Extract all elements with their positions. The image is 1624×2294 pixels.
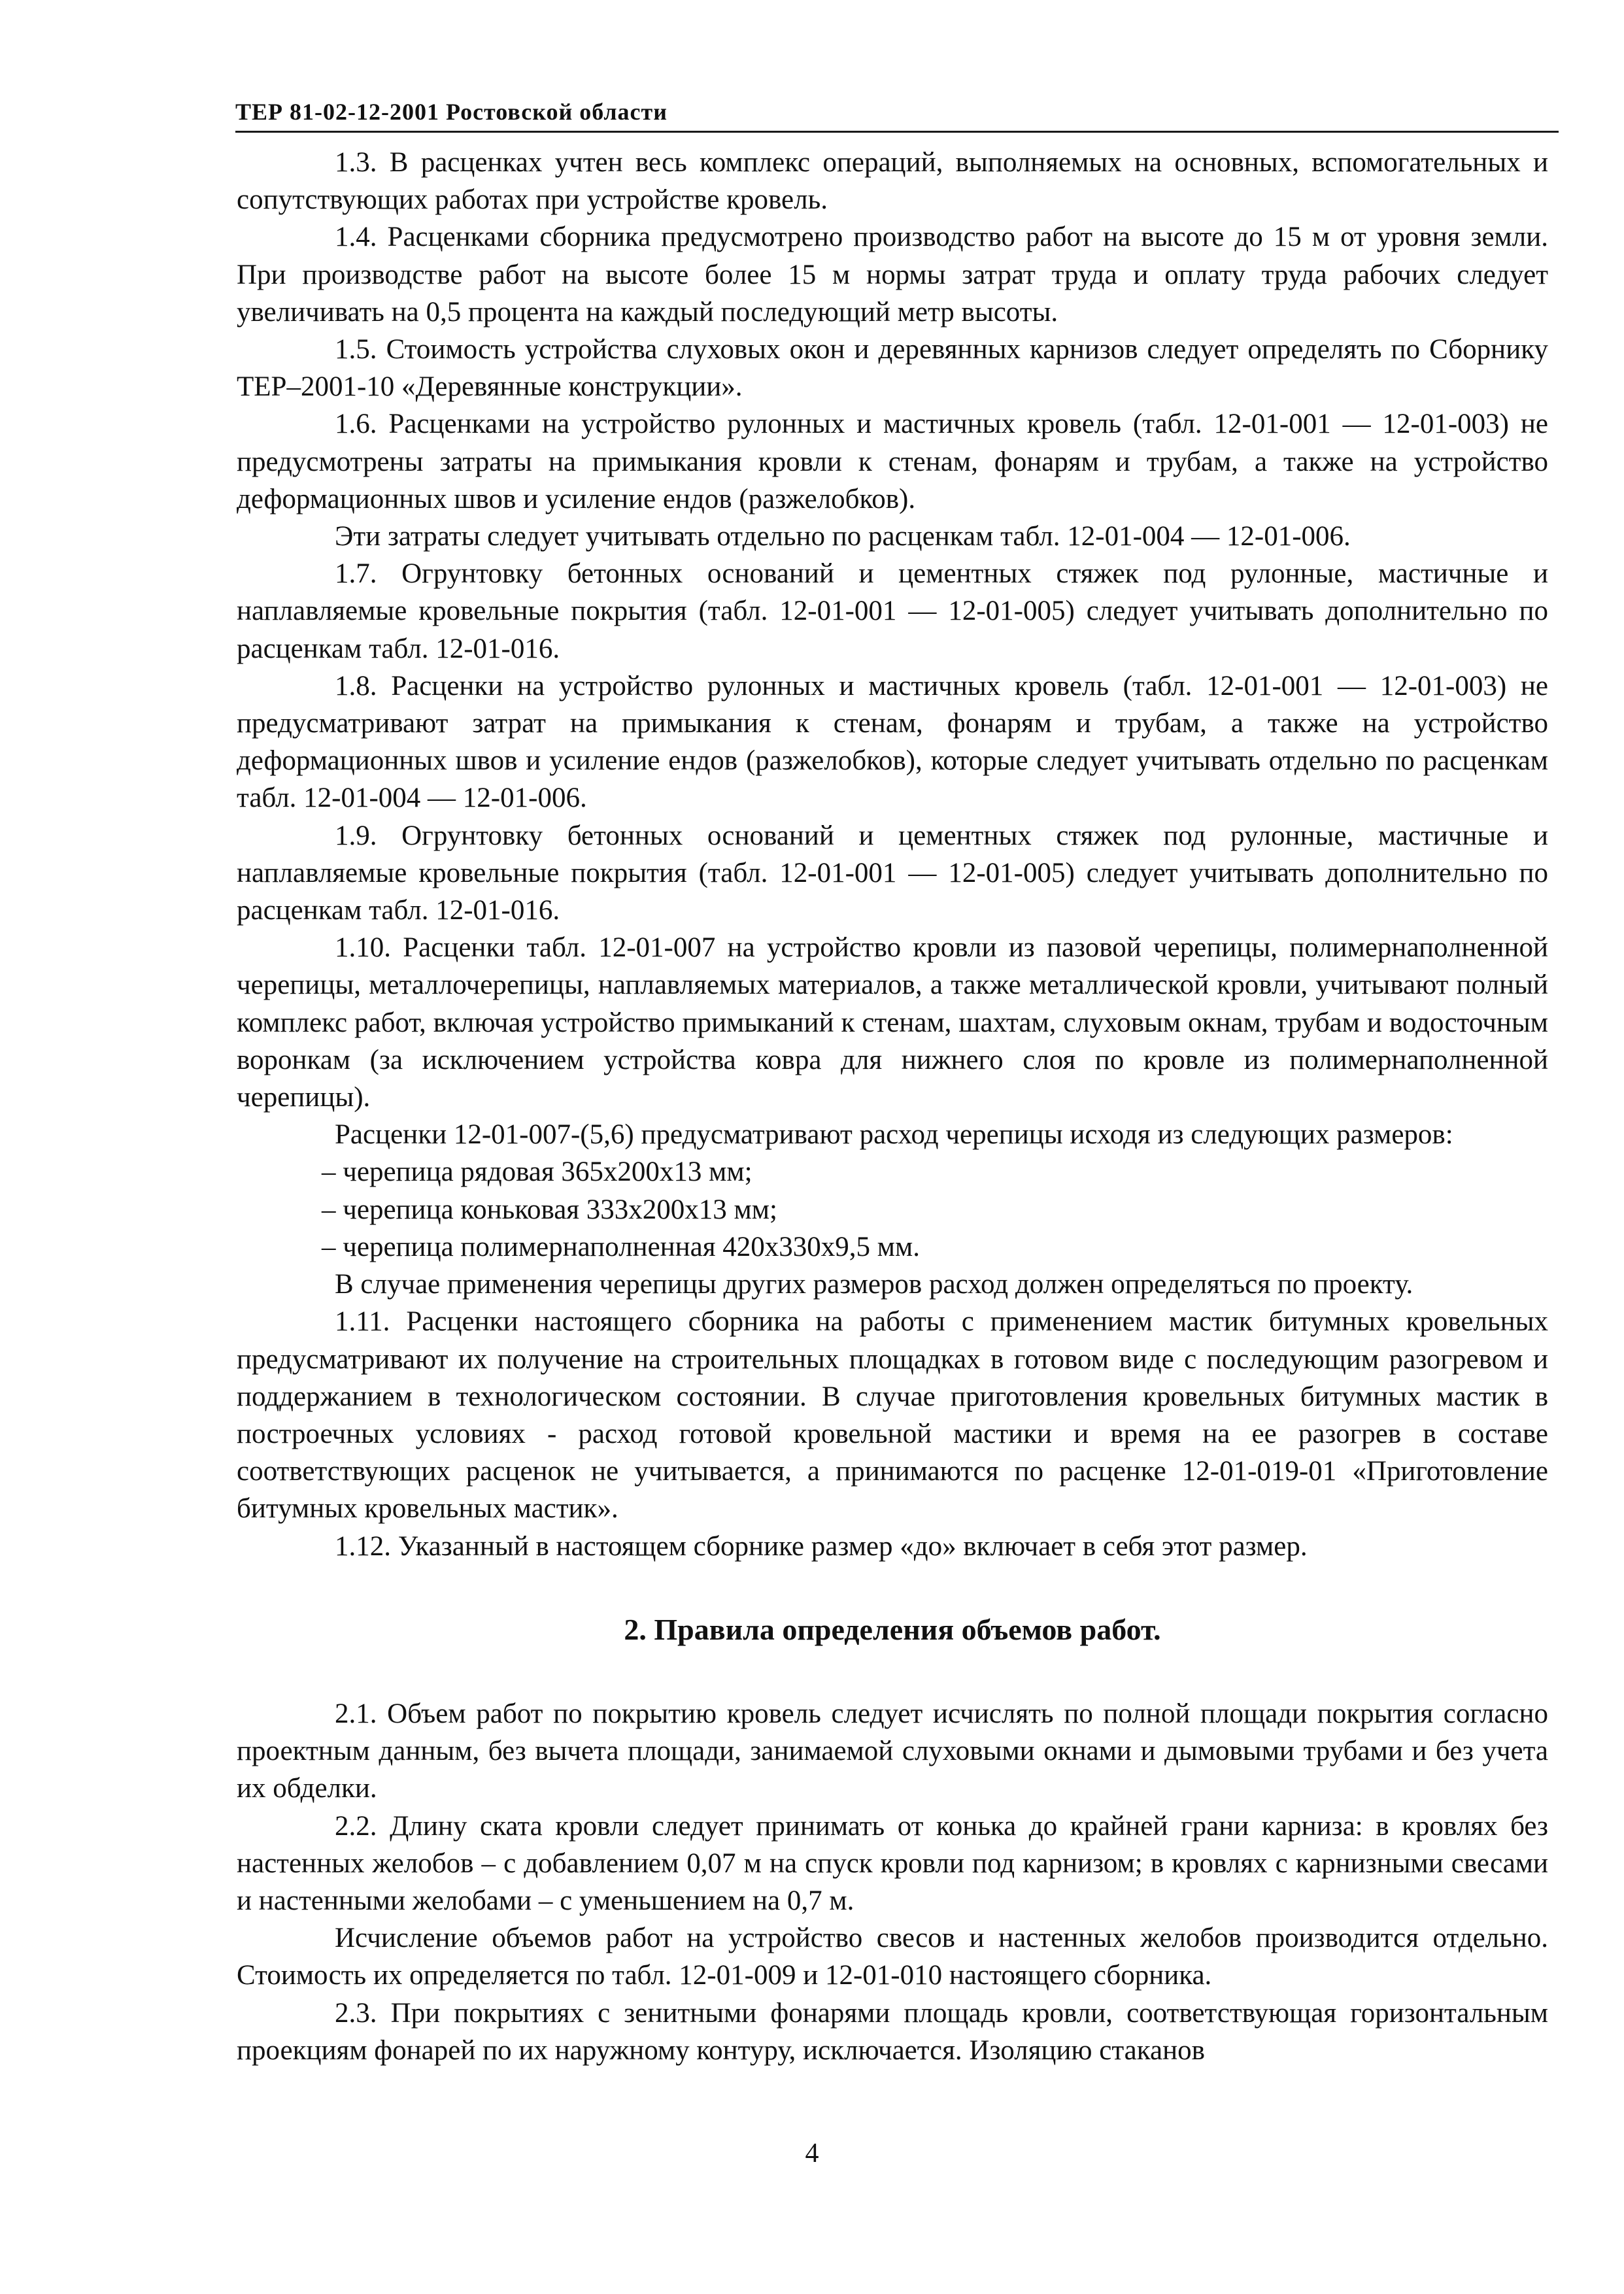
paragraph-1-10-note: В случае применения черепицы других размеров расход должен определяться по проекту.: [335, 1269, 1413, 1300]
list-item-tile-ridge: – черепица коньковая 333х200х13 мм;: [322, 1194, 777, 1225]
paragraph-1-5: 1.5. Стоимость устройства слуховых окон и деревянных карнизов следует определять по Сборнику ТЕР–2001-10 «Деревянные конструкции».: [237, 334, 1548, 403]
paragraph-1-8: 1.8. Расценки на устройство рулонных и мастичных кровель (табл. 12-01-001 — 12-01-003) не предусматривают затрат на примыкания к стенам, фонарям и трубам, а также на устройство деформационных швов и усиление ендов (разжелобков), которые следует учитывать отдельно по расценкам табл. 12-01-004 — 12-01-006.: [237, 670, 1548, 814]
paragraph-1-6-continued: Эти затраты следует учитывать отдельно по расценкам табл. 12-01-004 — 12-01-006.: [335, 521, 1351, 552]
paragraph-2-1: 2.1. Объем работ по покрытию кровель следует исчислять по полной площади покрытия согласно проектным данным, без вычета площади, занимаемой слуховыми окнами и дымовыми трубами и без учета их обделки.: [237, 1698, 1548, 1804]
paragraph-1-6: 1.6. Расценками на устройство рулонных и мастичных кровель (табл. 12-01-001 — 12-01-003) не предусмотрены затраты на примыкания кровли к стенам, фонарям и трубам, а также на устройство деформационных швов и усиление ендов (разжелобков).: [237, 409, 1548, 514]
document-body: [237, 144, 1548, 2069]
page-number: 4: [805, 2138, 819, 2168]
paragraph-1-3: 1.3. В расценках учтен весь комплекс операций, выполняемых на основных, вспомогательных и сопутствующих работах при устройстве кровель.: [237, 147, 1548, 216]
paragraph-2-2-continued: Исчисление объемов работ на устройство свесов и настенных желобов производится отдельно. Стоимость их определяется по табл. 12-01-009 и 12-01-010 настоящего сборника.: [237, 1923, 1548, 1991]
paragraph-1-11: 1.11. Расценки настоящего сборника на работы с применением мастик битумных кровельных предусматривают их получение на строительных площадках в готовом виде с последующим разогревом и поддержанием в технологическом состоянии. В случае приготовления кровельных битумных мастик в построечных условиях - расход готовой кровельной мастики и время на ее разогрев в составе соответствующих расценок не учитывается, а принимаются по расценке 12-01-019-01 «Приготовление битумных кровельных мастик».: [237, 1306, 1548, 1525]
list-item-tile-ordinary: – черепица рядовая 365х200х13 мм;: [322, 1156, 753, 1188]
paragraph-1-7: 1.7. Огрунтовку бетонных оснований и цементных стяжек под рулонные, мастичные и наплавляемые кровельные покрытия (табл. 12-01-001 — 12-01-005) следует учитывать дополнительно по расценкам табл. 12-01-016.: [237, 558, 1548, 664]
paragraph-1-10-sizes-intro: Расценки 12-01-007-(5,6) предусматривают расход черепицы исходя из следующих размеров:: [335, 1119, 1453, 1151]
paragraph-2-3: 2.3. При покрытиях с зенитными фонарями площадь кровли, соответствующая горизонтальным проекциям фонарей по их наружному контуру, исключается. Изоляцию стаканов: [237, 1997, 1548, 2066]
paragraph-2-2: 2.2. Длину ската кровли следует принимать от конька до крайней грани карниза: в кровлях без настенных желобов – с добавлением 0,07 м на спуск кровли под карнизом; в кровлях с карнизными свесами и настенными желобами – с уменьшением на 0,7 м.: [237, 1810, 1548, 1916]
running-header: ТЕР 81-02-12-2001 Ростовской области: [235, 99, 668, 125]
paragraph-1-10: 1.10. Расценки табл. 12-01-007 на устройство кровли из пазовой черепицы, полимернаполненной черепицы, металлочерепицы, наплавляемых материалов, а также металлической кровли, учитывают полный комплекс работ, включая устройство примыканий к стенам, шахтам, слуховым окнам, трубам и водосточным воронкам (за исключением устройства ковра для нижнего слоя по кровле из полимернаполненной черепицы).: [237, 932, 1548, 1113]
paragraph-1-12: 1.12. Указанный в настоящем сборнике размер «до» включает в себя этот размер.: [335, 1530, 1308, 1562]
section-2-heading: 2. Правила определения объемов работ.: [624, 1612, 1161, 1646]
list-item-tile-polymer: – черепица полимернаполненная 420х330х9,5 мм.: [322, 1231, 920, 1262]
header-rule: [235, 131, 1559, 133]
paragraph-1-9: 1.9. Огрунтовку бетонных оснований и цементных стяжек под рулонные, мастичные и наплавляемые кровельные покрытия (табл. 12-01-001 — 12-01-005) следует учитывать дополнительно по расценкам табл. 12-01-016.: [237, 820, 1548, 926]
paragraph-1-4: 1.4. Расценками сборника предусмотрено производство работ на высоте до 15 м от уровня земли. При производстве работ на высоте более 15 м нормы затрат труда и оплату труда рабочих следует увеличивать на 0,5 процента на каждый последующий метр высоты.: [237, 222, 1548, 328]
